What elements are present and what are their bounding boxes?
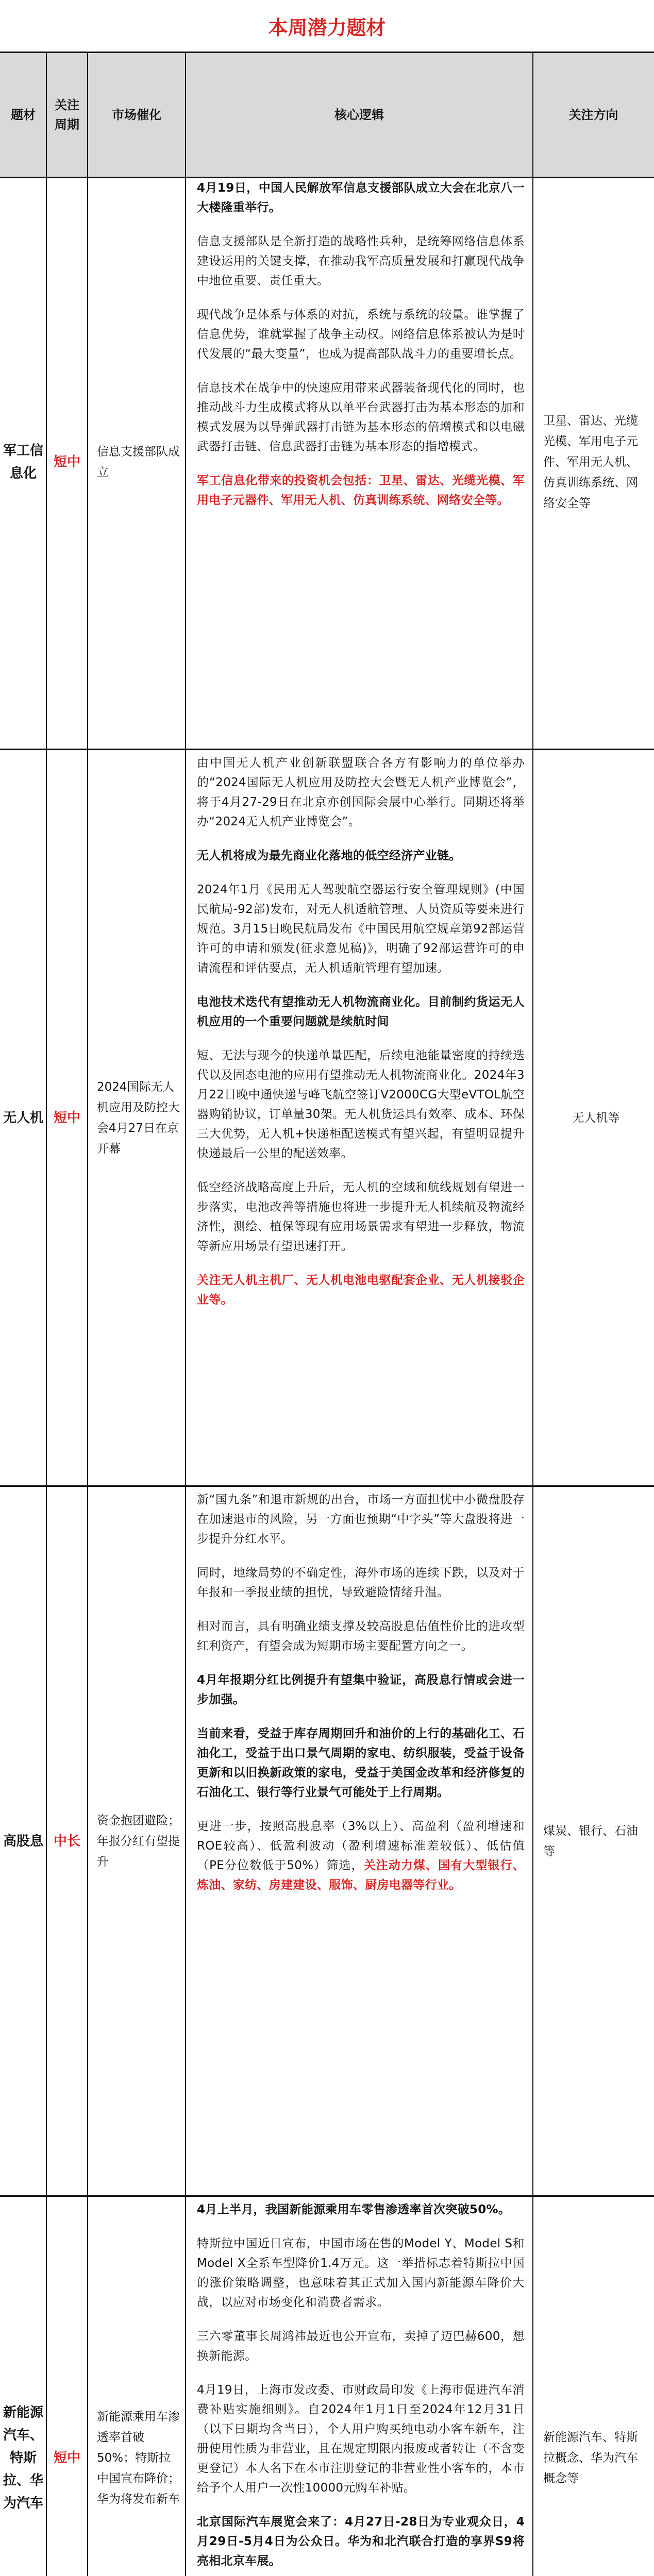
logic-paragraph: 由中国无人机产业创新联盟联合各方有影响力的单位举办的“2024国际无人机应用及防控大会暨无人机产业博览会”，将于4月27-29日在北京亦创国际会展中心举行。同期还将举办“2024无人机产业博览会”。 — [197, 756, 525, 828]
logic-paragraph: 新“国九条”和退市新规的出台，市场一方面担忧中小微盘股存在加速退市的风险，另一方面也预期“中字头”等大盘股将进一步提升分红水平。 — [197, 1493, 525, 1546]
focus-cell — [533, 2197, 654, 2576]
period-label: 短中 — [53, 454, 80, 470]
theme-cell — [0, 1487, 46, 2195]
theme-cell — [0, 750, 46, 1485]
focus-cell — [533, 750, 654, 1485]
period-label: 短中 — [53, 1110, 80, 1126]
period-cell — [46, 750, 88, 1485]
logic-paragraph: 4月年报期分红比例提升有望集中验证，高股息行情或会进一步加强。 — [197, 1673, 525, 1706]
logic-cell — [186, 1490, 533, 1909]
focus-label: 煤炭、银行、石油等 — [543, 1824, 638, 1858]
header-period: 关注周期 — [55, 98, 79, 132]
focus-cell — [533, 1487, 654, 2195]
logic-paragraph: 4月上半月，我国新能源乘用车零售渗透率首次突破50%。 — [197, 2203, 511, 2216]
focus-label: 无人机等 — [572, 1111, 620, 1125]
table-row — [0, 1487, 654, 2197]
logic-paragraph: 三六零董事长周鸿祎最近也公开宣布，卖掉了迈巴赫600，想换新能源。 — [197, 2330, 525, 2363]
logic-paragraph: 关注无人机主机厂、无人机电池电驱配套企业、无人机接驳企业等。 — [197, 1274, 525, 1307]
catalyst-label: 2024国际无人机应用及防控大会4月27日在京开幕 — [97, 1080, 180, 1156]
focus-cell — [533, 175, 654, 749]
logic-paragraph — [197, 1817, 525, 1895]
period-cell — [46, 175, 88, 749]
focus-label: 新能源汽车、特斯拉概念、华为汽车概念等 — [543, 2430, 638, 2485]
logic-cell — [186, 753, 533, 1324]
logic-paragraph: 4月19日，上海市发改委、市财政局印发《上海市促进汽车消费补贴实施细则》。自2024年1月1日至2024年12月31日（以下日期均含当日），个人用户购买纯电动小客车新车，注册使用性质为非营业，且在规定期限内报废或者转让（不含变更登记）本人名下在本市注册登记的非营业性小客车的，本市给予个人用户一次性10000元购车补贴。 — [197, 2383, 525, 2495]
page-title: 本周潜力题材 — [268, 16, 386, 39]
theme-cell — [0, 175, 46, 749]
period-cell — [46, 2197, 88, 2576]
catalyst-label: 新能源乘用车渗透率首破50%；特斯拉中国宣布降价；华为将发布新车 — [97, 2410, 180, 2506]
logic-paragraph: 同时，地缘局势的不确定性，海外市场的连续下跌，以及对于年报和一季报业绩的担忧，导致避险情绪升温。 — [197, 1566, 525, 1599]
logic-paragraph: 信息支援部队是全新打造的战略性兵种，是统筹网络信息体系建设运用的关键支撑，在推动我军高质量发展和打赢现代战争中地位重要、责任重大。 — [197, 235, 525, 287]
theme-cell — [0, 2197, 46, 2576]
logic-paragraph: 4月19日，中国人民解放军信息支援部队成立大会在北京八一大楼隆重举行。 — [197, 181, 525, 214]
period-label: 短中 — [53, 2450, 80, 2466]
logic-cell — [186, 2200, 533, 2576]
catalyst-cell — [88, 750, 186, 1485]
header-theme: 题材 — [11, 108, 36, 122]
theme-label: 新能源汽车、特斯拉、华为汽车 — [3, 2404, 44, 2511]
logic-paragraph-highlight: 关注动力煤、国有大型银行、炼油、家纺、房建建设、服饰、厨房电器等行业。 — [197, 1859, 525, 1892]
logic-paragraph: 低空经济战略高度上升后，无人机的空域和航线规划有望进一步落实，电池改善等措施也将进一步提升无人机续航及物流经济性，测绘、植保等现有应用场景需求有望进一步释放，物流等新应用场景有望迅速打开。 — [197, 1181, 525, 1253]
logic-paragraph: 电池技术迭代有望推动无人机物流商业化。目前制约货运无人机应用的一个重要问题就是续航时间 — [197, 995, 525, 1028]
table-row — [0, 750, 654, 1487]
header-catalyst: 市场催化 — [112, 108, 161, 122]
period-cell — [46, 1487, 88, 2195]
logic-paragraph: 当前来看，受益于库存周期回升和油价的上行的基础化工、石油化工，受益于出口景气周期的家电、纺织服装，受益于设备更新和以旧换新政策的家电，受益于美国金改革和经济修复的石油化工、银行等行业景气可能处于上行周期。 — [197, 1727, 525, 1799]
catalyst-cell — [88, 2197, 186, 2576]
header-logic: 核心逻辑 — [334, 108, 384, 122]
table-header — [0, 52, 654, 178]
logic-paragraph: 特斯拉中国近日宣布，中国市场在售的Model Y、Model S和Model X全系车型降价1.4万元。这一举措标志着特斯拉中国的涨价策略调整，也意味着其正式加入国内新能源车降价大战，以应对市场变化和消费者需求。 — [197, 2237, 525, 2309]
table-row — [0, 175, 654, 750]
logic-paragraph: 相对而言，具有明确业绩支撑及较高股息估值性价比的进攻型红利资产，有望会成为短期市场主要配置方向之一。 — [197, 1620, 525, 1653]
logic-cell — [186, 178, 533, 524]
catalyst-cell — [88, 1487, 186, 2195]
logic-paragraph: 信息技术在战争中的快速应用带来武器装备现代化的同时，也推动战斗力生成模式将从以单平台武器打击为基本形态的加和模式发展为以导弹武器打击链为基本形态的倍增模式和以电磁武器打击链、信息武器打击链为基本形态的指增模式。 — [197, 381, 525, 453]
theme-label: 军工信息化 — [3, 443, 44, 481]
logic-paragraph: 短、无法与现今的快递单量匹配，后续电池能量密度的持续迭代以及固态电池的应用有望推动无人机物流商业化。2024年3月22日晚中通快递与峰飞航空签订V2000CG大型eVTOL航空器购销协议，订单量30架。无人机货运具有效率、成本、环保三大优势，无人机+快递柜配送模式有望兴起，有望明显提升快递最后一公里的配送效率。 — [197, 1049, 525, 1160]
logic-paragraph: 无人机将成为最先商业化落地的低空经济产业链。 — [197, 849, 461, 862]
focus-label: 卫星、雷达、光缆光模、军用电子元件、军用无人机、仿真训练系统、网络安全等 — [543, 414, 638, 510]
theme-label: 高股息 — [3, 1833, 44, 1849]
logic-paragraph-text: 更进一步，按照高股息率（3%以上）、高盈利（盈利增速和ROE较高）、低盈利波动（盈利增速标准差较低）、低估值（PE分位数低于50%）筛选， — [197, 1820, 525, 1872]
table-row — [0, 2197, 654, 2576]
catalyst-label: 信息支援部队成立 — [97, 445, 180, 479]
logic-paragraph: 2024年1月《民用无人驾驶航空器运行安全管理规则》(中国民航局-92部)发布，对无人机适航管理、人员资质等要来进行规范。3月15日晚民航局发布《中国民用航空规章第92部运营许可的申请和颁发(征求意见稿)》，明确了92部运营许可的申请流程和评估要点，无人机适航管理有望加速。 — [197, 883, 525, 975]
period-label: 中长 — [53, 1833, 80, 1849]
logic-paragraph: 现代战争是体系与体系的对抗，系统与系统的较量。谁掌握了信息优势，谁就掌握了战争主动权。网络信息体系被认为是时代发展的“最大变量”，也成为提高部队战斗力的重要增长点。 — [197, 308, 525, 361]
catalyst-label: 资金抱团避险；年报分红有望提升 — [97, 1814, 180, 1869]
logic-paragraph: 北京国际汽车展览会来了：4月27日-28日为专业观众日，4月29日-5月4日为公众日。华为和北汽联合打造的享界S9将亮相北京车展。 — [197, 2515, 525, 2568]
theme-label: 无人机 — [3, 1110, 44, 1126]
logic-paragraph: 军工信息化带来的投资机会包括：卫星、雷达、光缆光模、军用电子元器件、军用无人机、仿真训练系统、网络安全等。 — [197, 474, 525, 507]
catalyst-cell — [88, 175, 186, 749]
header-focus: 关注方向 — [568, 108, 618, 122]
